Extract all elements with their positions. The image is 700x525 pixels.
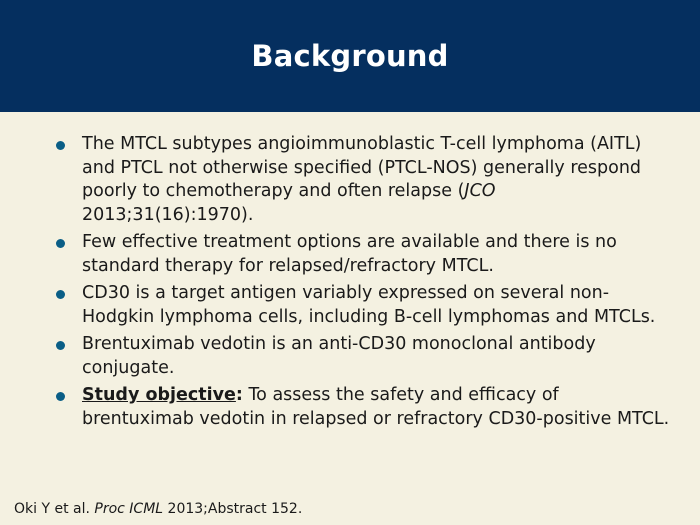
bullet-text-part: The MTCL subtypes angioimmunoblastic T-cell lymphoma (AITL) and PTCL not otherwise specified (PTCL-NOS) generally respond poorly to chemotherapy and often relapse ( [82,134,642,201]
bullet-dot-icon [56,239,65,248]
study-objective-label: Study objective [82,385,236,405]
bullet-item-treatment-options [0,231,700,278]
bullet-item-brentuximab [0,333,700,380]
bullet-text: Brentuximab vedotin is an anti-CD30 monoclonal antibody conjugate. [82,334,596,378]
bullet-item-study-objective [0,384,700,431]
slide-title: Background [251,39,449,73]
study-objective-colon: : [235,385,243,405]
citation-details: 2013;Abstract 152. [163,501,303,517]
journal-name: JCO [464,181,496,201]
citation [14,500,302,518]
title-bar [0,0,700,112]
bullet-text-part: To assess the safety and efficacy of brentuximab vedotin in relapsed or refractory CD30-positive MTCL. [82,385,670,429]
bullet-text [82,134,641,225]
bullet-dot-icon [56,290,65,299]
bullet-text: CD30 is a target antigen variably expressed on several non-Hodgkin lymphoma cells, including B-cell lymphomas and MTCLs. [82,283,656,327]
citation-journal: Proc ICML [94,501,164,517]
bullet-item-cd30-antigen [0,282,700,329]
bullet-dot-icon [56,341,65,350]
bullet-text-part: 2013;31(16):1970). [82,204,254,225]
bullet-item-mtcl-subtypes [0,133,700,227]
citation-authors: Oki Y et al. [14,501,95,517]
bullet-dot-icon [56,141,65,150]
bullet-text [82,385,669,429]
bullet-text: Few effective treatment options are available and there is no standard therapy for relapsed/refractory MTCL. [82,232,617,276]
bullet-dot-icon [56,392,65,401]
bullet-list [0,133,700,435]
